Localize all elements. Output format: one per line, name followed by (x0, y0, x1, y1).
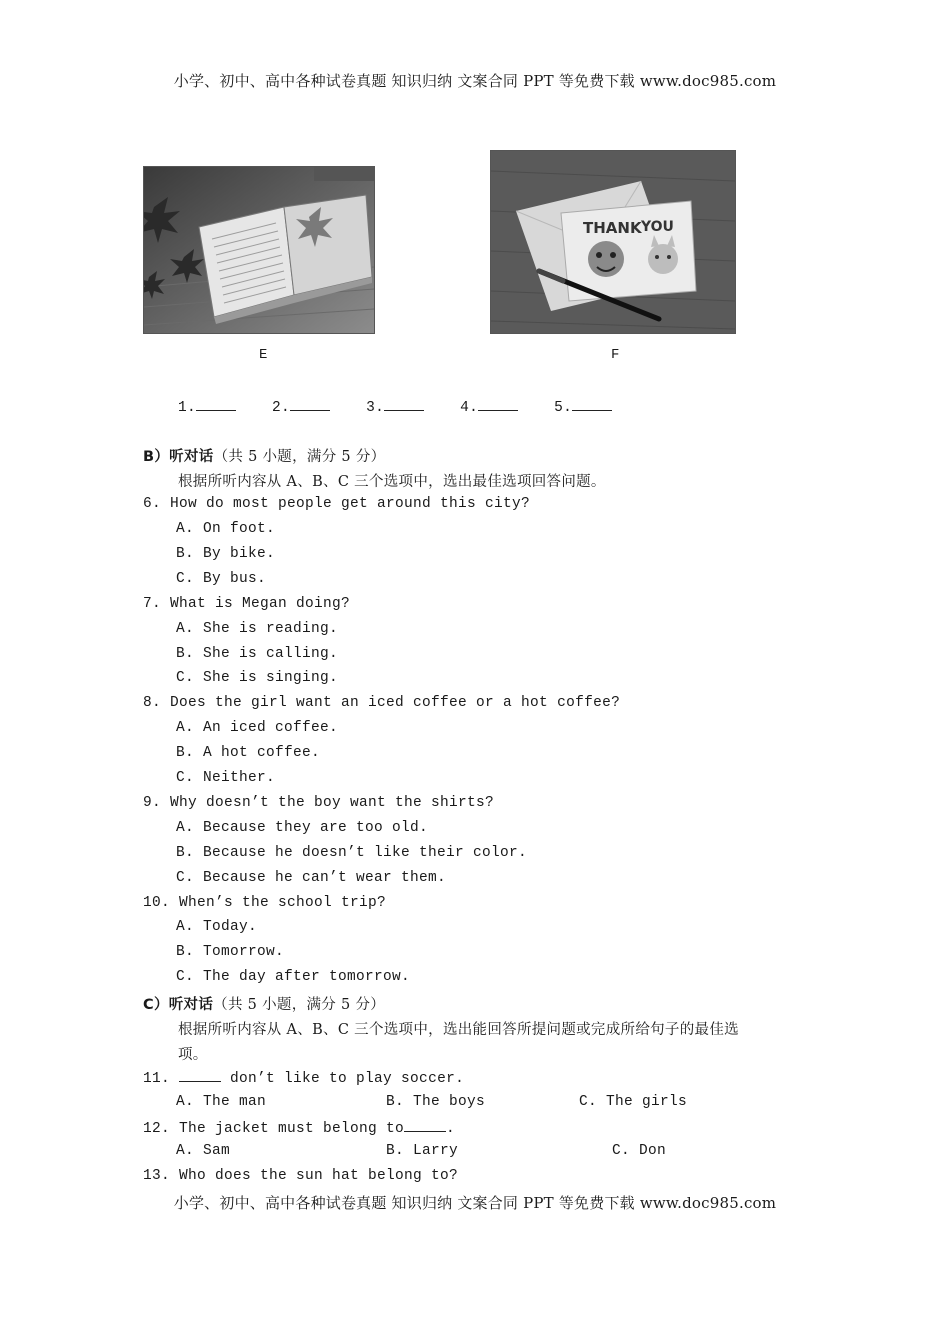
card-text-you: YOU (641, 219, 674, 235)
question-7: 7. What is Megan doing? (143, 596, 351, 612)
blank-label-1: 1. (178, 400, 197, 416)
q11-number: 11. (143, 1071, 171, 1087)
q11-option-a[interactable]: A. The man (176, 1094, 267, 1110)
page-header: 小学、初中、高中各种试卷真题 知识归纳 文案合同 PPT 等免费下载 www.doc985.com (173, 72, 777, 90)
section-b-heading (143, 445, 385, 466)
answer-blank-1[interactable] (196, 398, 236, 411)
q12-option-b[interactable]: B. Larry (386, 1143, 459, 1159)
q10-option-b[interactable]: B. Tomorrow. (176, 944, 285, 960)
caption-e: E (259, 347, 268, 363)
q11-option-c[interactable]: C. The girls (579, 1094, 688, 1110)
question-10: 10. When’s the school trip? (143, 895, 387, 911)
blank-label-4: 4. (460, 400, 479, 416)
section-c-heading (143, 993, 385, 1014)
q9-option-a[interactable]: A. Because they are too old. (176, 820, 429, 836)
q11-blank[interactable] (179, 1069, 221, 1082)
blank-label-2: 2. (272, 400, 291, 416)
q9-option-c[interactable]: C. Because he can’t wear them. (176, 870, 447, 886)
q11-option-b[interactable]: B. The boys (386, 1094, 486, 1110)
q7-option-b[interactable]: B. She is calling. (176, 646, 339, 662)
card-photo (490, 150, 736, 334)
question-11 (143, 1069, 464, 1087)
section-b-title: B）听对话 (143, 449, 214, 465)
question-12 (143, 1119, 455, 1137)
q12-blank[interactable] (404, 1119, 446, 1132)
answer-blank-5[interactable] (572, 398, 612, 411)
q12-text: 12. The jacket must belong to (143, 1121, 405, 1137)
question-8: 8. Does the girl want an iced coffee or a hot coffee? (143, 695, 621, 711)
answer-blanks-row (178, 398, 612, 416)
question-9: 9. Why doesn’t the boy want the shirts? (143, 795, 495, 811)
q12-tail: . (446, 1121, 456, 1137)
book-photo (143, 166, 375, 334)
card-text-thank: THANK (583, 219, 642, 237)
section-c-instruction-2: 项。 (178, 1047, 208, 1063)
section-c-title: C）听对话 (143, 997, 214, 1013)
q7-option-a[interactable]: A. She is reading. (176, 621, 339, 637)
answer-blank-3[interactable] (384, 398, 424, 411)
thank-you-card-icon (491, 151, 735, 333)
blank-label-3: 3. (366, 400, 385, 416)
blank-label-5: 5. (554, 400, 573, 416)
q8-option-b[interactable]: B. A hot coffee. (176, 745, 321, 761)
answer-blank-4[interactable] (478, 398, 518, 411)
q12-option-a[interactable]: A. Sam (176, 1143, 231, 1159)
q6-option-b[interactable]: B. By bike. (176, 546, 276, 562)
answer-blank-2[interactable] (290, 398, 330, 411)
q6-option-c[interactable]: C. By bus. (176, 571, 267, 587)
q12-option-c[interactable]: C. Don (612, 1143, 667, 1159)
q10-option-a[interactable]: A. Today. (176, 919, 258, 935)
section-b-note: （共 5 小题，满分 5 分） (213, 449, 386, 465)
section-b-instruction: 根据所听内容从 A、B、C 三个选项中，选出最佳选项回答问题。 (178, 474, 606, 490)
question-13: 13. Who does the sun hat belong to? (143, 1168, 459, 1184)
q7-option-c[interactable]: C. She is singing. (176, 670, 339, 686)
q8-option-c[interactable]: C. Neither. (176, 770, 276, 786)
q6-option-a[interactable]: A. On foot. (176, 521, 276, 537)
question-6: 6. How do most people get around this city? (143, 496, 531, 512)
page-footer: 小学、初中、高中各种试卷真题 知识归纳 文案合同 PPT 等免费下载 www.doc985.com (173, 1194, 777, 1212)
open-book-icon (144, 167, 374, 333)
q10-option-c[interactable]: C. The day after tomorrow. (176, 969, 411, 985)
q8-option-a[interactable]: A. An iced coffee. (176, 720, 339, 736)
section-c-note: （共 5 小题，满分 5 分） (213, 997, 386, 1013)
section-c-instruction-1: 根据所听内容从 A、B、C 三个选项中，选出能回答所提问题或完成所给句子的最佳选 (178, 1022, 739, 1038)
q11-tail: don’t like to play soccer. (221, 1071, 465, 1087)
caption-f: F (611, 347, 620, 363)
q9-option-b[interactable]: B. Because he doesn’t like their color. (176, 845, 528, 861)
